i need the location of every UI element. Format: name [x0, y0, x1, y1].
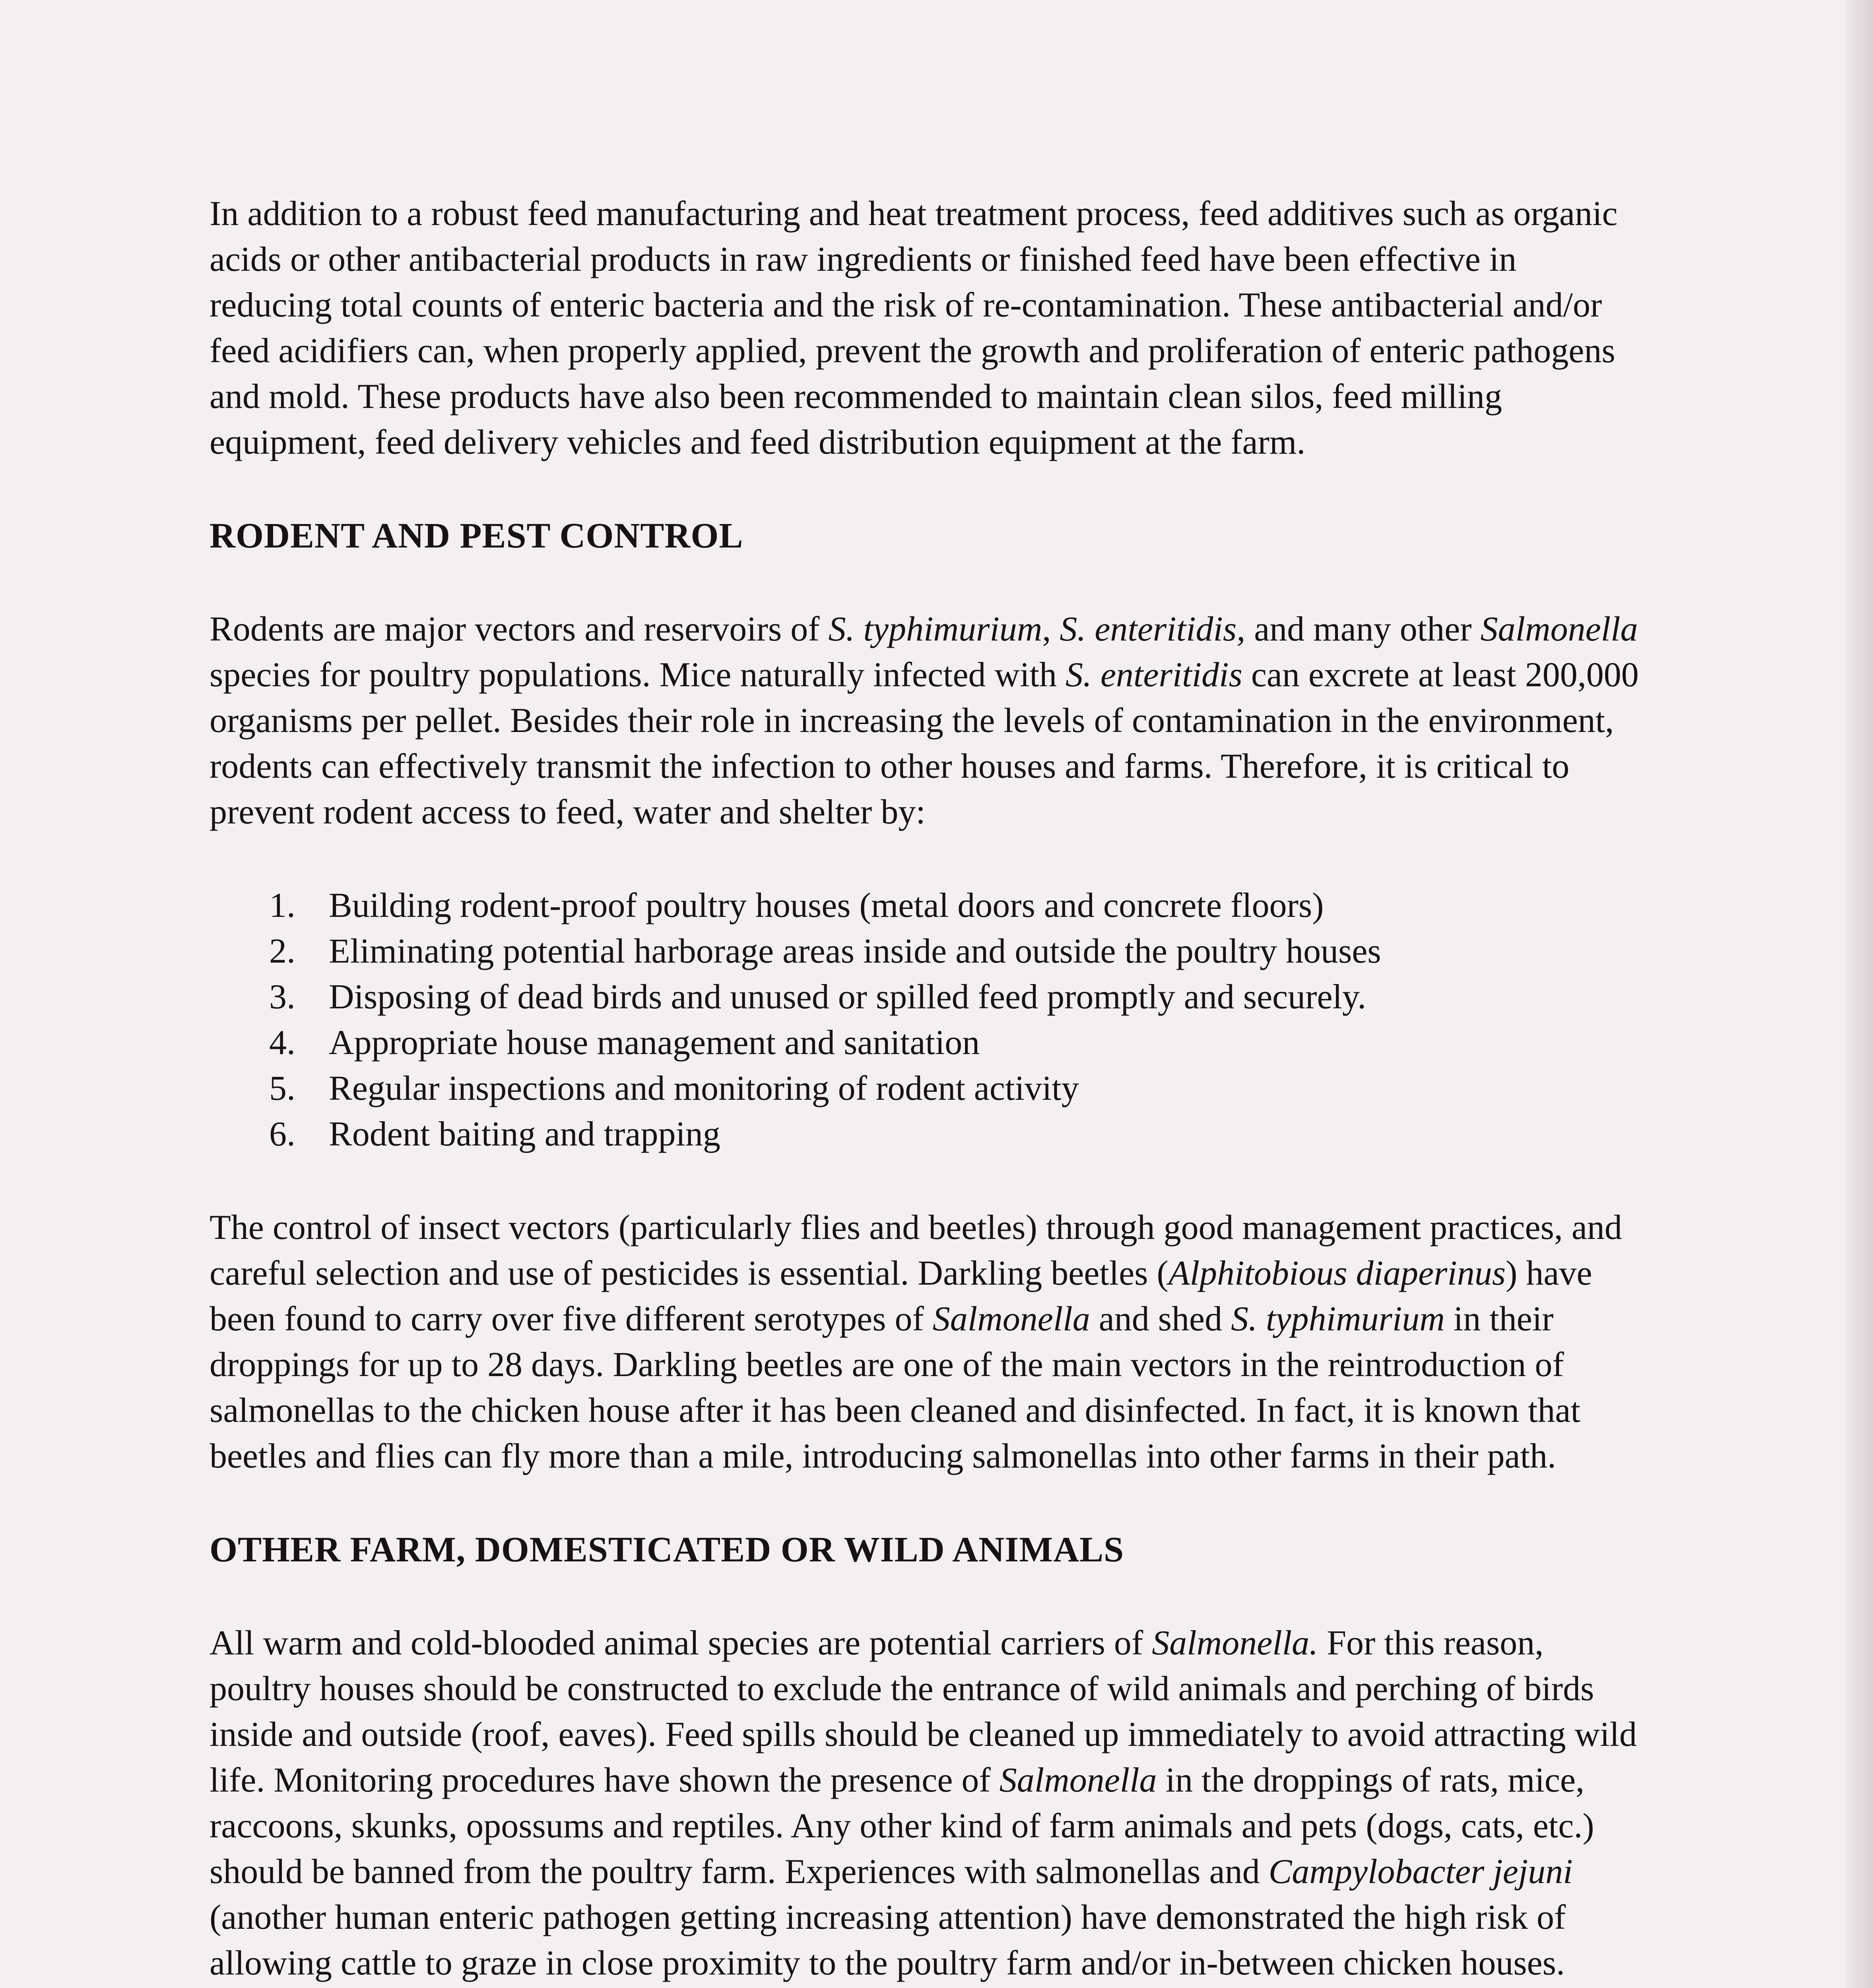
text-run: The control of insect vectors (particularly flies and beetles) through good management practices, and careful selection and use of pesticides is essential. Darkling beetles (	[210, 1208, 1622, 1293]
text-run: and many other	[1245, 610, 1481, 648]
list-item-text: Building rodent-proof poultry houses (metal doors and concrete floors)	[329, 886, 1324, 925]
species-name: S. typhimurium	[1231, 1300, 1445, 1338]
list-item	[210, 1020, 1645, 1066]
rodents-paragraph	[210, 606, 1645, 835]
text-run: and shed	[1090, 1300, 1231, 1338]
list-item	[210, 1111, 1645, 1157]
insect-vectors-paragraph	[210, 1205, 1645, 1479]
species-name: Salmonella.	[1152, 1624, 1318, 1662]
list-item-number: 3.	[269, 978, 295, 1016]
text-run: species for poultry populations. Mice naturally infected with	[210, 656, 1066, 694]
text-run: in their droppings for up to 28 days. Darkling beetles are one of the main vectors in the reintroduction of salmonellas to the chicken house after it has been cleaned and disinfected. In fact, it is known that beetles and flies can fly more than a mile, introducing salmonellas into other farms in their path.	[210, 1300, 1580, 1475]
list-item-text: Disposing of dead birds and unused or spilled feed promptly and securely.	[329, 978, 1366, 1016]
species-name: Campylobacter jejuni	[1268, 1852, 1573, 1891]
text-run: ) have been found to carry over five different serotypes of	[210, 1254, 1592, 1338]
list-item-number: 4.	[269, 1023, 295, 1062]
list-item-text: Eliminating potential harborage areas inside and outside the poultry houses	[329, 932, 1381, 971]
list-item	[210, 928, 1645, 974]
species-name: S. typhimurium	[828, 610, 1042, 648]
text-run: (another human enteric pathogen getting increasing attention) have demonstrated the high risk of allowing cattle to graze in close proximity to the poultry farm and/or in-between chicken houses.	[210, 1898, 1566, 1982]
species-name: Salmonella	[999, 1761, 1157, 1800]
list-item	[210, 1066, 1645, 1111]
other-animals-paragraph	[210, 1620, 1645, 1986]
text-run: All warm and cold-blooded animal species are potential carriers of	[210, 1624, 1152, 1662]
other-animals-heading: OTHER FARM, DOMESTICATED OR WILD ANIMALS	[210, 1530, 1124, 1569]
list-item-number: 5.	[269, 1069, 295, 1108]
text-run: For this reason, poultry houses should be constructed to exclude the entrance of wild animals and perching of birds inside and outside (roof, eaves). Feed spills should be cleaned up immediately to avoid attracting wild life. Monitoring procedures have shown the presence of	[210, 1624, 1637, 1800]
species-name: S. enteritidis	[1066, 656, 1242, 694]
species-name: Salmonella	[1480, 610, 1638, 648]
species-name: Alphitobious diaperinus	[1168, 1254, 1506, 1293]
text-run: can excrete at least 200,000 organisms per pellet. Besides their role in increasing the levels of contamination in the environment, rodents can effectively transmit the infection to other houses and farms. Therefore, it is critical to prevent rodent access to feed, water and shelter by:	[210, 656, 1639, 831]
text-run: Rodents are major vectors and reservoirs of	[210, 610, 829, 648]
species-name: Salmonella	[932, 1300, 1090, 1338]
page-content	[210, 191, 1645, 1986]
list-item-text: Appropriate house management and sanitation	[329, 1023, 980, 1062]
rodent-measures-list	[210, 883, 1645, 1157]
rodent-pest-control-heading: RODENT AND PEST CONTROL	[210, 516, 743, 555]
feed-additives-paragraph: In addition to a robust feed manufacturing and heat treatment process, feed additives such as organic acids or other antibacterial products in raw ingredients or finished feed have been effective in reducing total counts of enteric bacteria and the risk of re-contamination. These antibacterial and/or feed acidifiers can, when properly applied, prevent the growth and proliferation of enteric pathogens and mold. These products have also been recommended to maintain clean silos, feed milling equipment, feed delivery vehicles and feed distribution equipment at the farm.	[210, 194, 1618, 462]
list-item	[210, 883, 1645, 928]
species-name: S. enteritidis,	[1060, 610, 1246, 648]
list-item	[210, 974, 1645, 1020]
list-item-text: Regular inspections and monitoring of rodent activity	[329, 1069, 1079, 1108]
text-run: ,	[1042, 610, 1060, 648]
page-edge-shadow	[1845, 0, 1873, 1988]
list-item-number: 2.	[269, 932, 295, 971]
list-item-number: 1.	[269, 886, 295, 925]
list-item-text: Rodent baiting and trapping	[329, 1115, 720, 1153]
list-item-number: 6.	[269, 1115, 295, 1153]
text-run: in the droppings of rats, mice, raccoons, skunks, opossums and reptiles. Any other kind of farm animals and pets (dogs, cats, etc.) should be banned from the poultry farm. Experiences with salmonellas and	[210, 1761, 1594, 1891]
